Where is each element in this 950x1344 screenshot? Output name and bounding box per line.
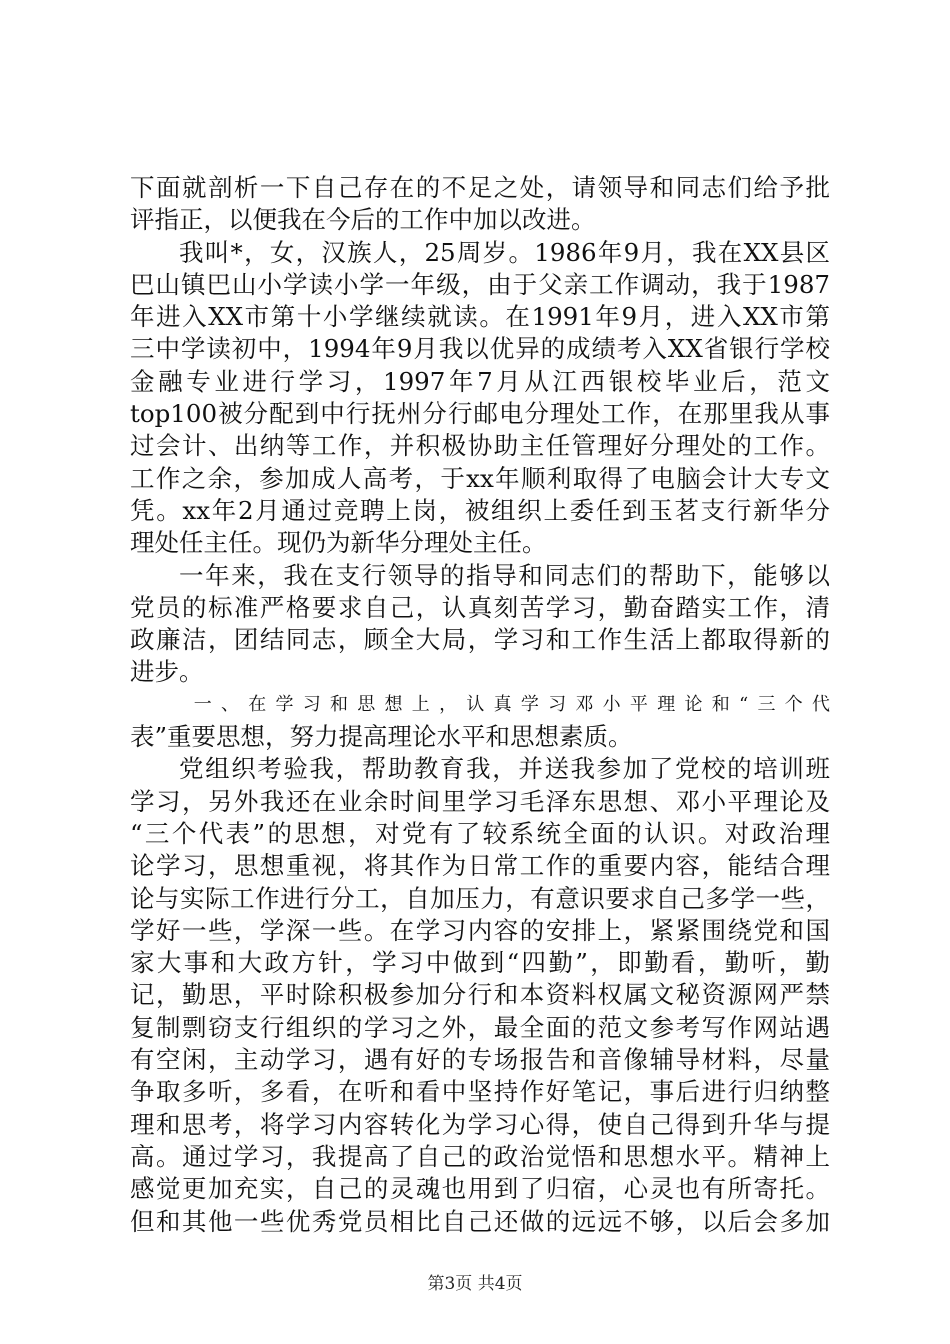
text-line: 表”重要思想，努力提高理论水平和思想素质。	[130, 722, 633, 752]
text-line: 三中学读初中，1994年9月我以优异的成绩考入XX省银行学校	[130, 334, 830, 364]
document-body	[130, 172, 830, 1238]
text-line: 过会计、出纳等工作，并积极协助主任管理好分理处的工作。	[130, 431, 830, 461]
text-line: 我叫*，女，汉族人，25周岁。1986年9月，我在XX县区	[179, 237, 830, 267]
text-line: 金融专业进行学习，1997年7月从江西银校毕业后，范文	[130, 366, 830, 396]
text-line: 高。通过学习，我提高了自己的政治觉悟和思想水平。精神上	[130, 1141, 830, 1171]
text-line: 一、在学习和思想上，认真学习邓小平理论和“三个代	[193, 693, 830, 715]
text-line: 学习，另外我还在业余时间里学习毛泽东思想、邓小平理论及	[130, 786, 830, 816]
text-line: 评指正，以便我在今后的工作中加以改进。	[130, 205, 596, 235]
page-number-footer: 第3页 共4页	[427, 1274, 523, 1294]
text-line: 论学习，思想重视，将其作为日常工作的重要内容，能结合理	[130, 851, 830, 881]
text-line: 巴山镇巴山小学读小学一年级，由于父亲工作调动，我于1987	[130, 269, 830, 299]
text-line: 党员的标准严格要求自己，认真刻苦学习，勤奋踏实工作，清	[130, 592, 830, 622]
text-line: 复制剽窃支行组织的学习之外，最全面的范文参考写作网站遇	[130, 1012, 830, 1042]
text-line: 年进入XX市第十小学继续就读。在1991年9月，进入XX市第	[130, 302, 830, 332]
text-line: 感觉更加充实，自己的灵魂也用到了归宿，心灵也有所寄托。	[130, 1174, 830, 1204]
text-line: 记，勤思，平时除积极参加分行和本资料权属文秘资源网严禁	[130, 980, 830, 1010]
text-line: 学好一些，学深一些。在学习内容的安排上，紧紧围绕党和国	[130, 915, 830, 945]
text-line: 一年来，我在支行领导的指导和同志们的帮助下，能够以	[179, 560, 830, 590]
text-line: 论与实际工作进行分工，自加压力，有意识要求自己多学一些，	[130, 883, 830, 913]
text-line: 争取多听，多看，在听和看中坚持作好笔记，事后进行归纳整	[130, 1077, 830, 1107]
text-line: top100被分配到中行抚州分行邮电分理处工作，在那里我从事	[130, 399, 830, 429]
text-line: 家大事和大政方针，学习中做到“四勤”，即勤看，勤听，勤	[130, 948, 830, 978]
text-line: 有空闲，主动学习，遇有好的专场报告和音像辅导材料，尽量	[130, 1045, 830, 1075]
text-line: 政廉洁，团结同志，顾全大局，学习和工作生活上都取得新的	[130, 625, 830, 655]
text-line: 凭。xx年2月通过竞聘上岗，被组织上委任到玉茗支行新华分	[130, 495, 830, 525]
text-line: 理和思考，将学习内容转化为学习心得，使自己得到升华与提	[130, 1109, 830, 1139]
text-line: “三个代表”的思想，对党有了较系统全面的认识。对政治理	[130, 818, 830, 848]
text-line: 但和其他一些优秀党员相比自己还做的远远不够，以后会多加	[130, 1206, 830, 1236]
text-line: 进步。	[130, 657, 204, 687]
text-line: 理处任主任。现仍为新华分理处主任。	[130, 528, 547, 558]
text-line: 工作之余，参加成人高考，于xx年顺利取得了电脑会计大专文	[130, 463, 830, 493]
text-line: 党组织考验我，帮助教育我，并送我参加了党校的培训班	[179, 754, 830, 784]
text-line: 下面就剖析一下自己存在的不足之处，请领导和同志们给予批	[130, 173, 830, 202]
